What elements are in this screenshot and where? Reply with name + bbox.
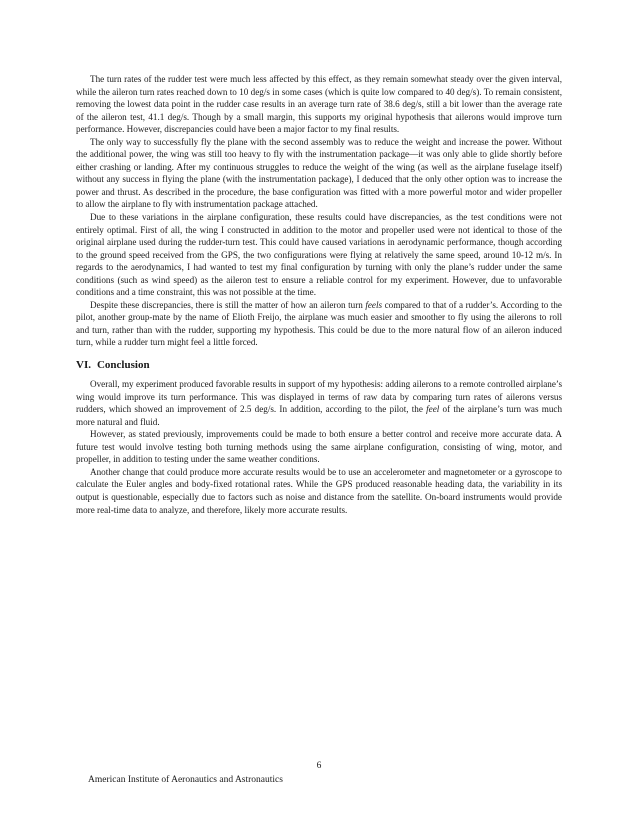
- paragraph: [76, 428, 562, 466]
- body-text: [76, 73, 562, 516]
- paragraph-text: of the airplane’s turn was much more natural and fluid.: [76, 404, 563, 427]
- paragraph: [76, 73, 562, 136]
- paragraph-text: The only way to successfully fly the plane with the second assembly was to reduce the weight and increase the power. Without the additional power, the wing was still too heavy to fly with the instrumentation package—it was only able to glide shortly before either crashing or landing. After my continuous struggles to reduce the weight of the wing (as well as the airplane fuselage itself) without any success in flying the plane (with the instrumentation package), I deduced that the only other option was to increase the power and thrust. As described in the procedure, the base configuration was fitted with a more powerful motor and wider propeller to allow the airplane to fly with instrumentation package attached.: [76, 136, 562, 210]
- paragraph-text: Despite these discrepancies, there is still the matter of how an aileron turn: [90, 299, 366, 310]
- page-number: 6: [316, 761, 322, 771]
- paragraph-text: Due to these variations in the airplane configuration, these results could have discrepancies, as the test conditions were not entirely optimal. First of all, the wing I constructed in addition to the motor and propeller used were not identical to those of the original airplane used during the rudder-turn test. This could have caused variations in aerodynamic performance, though according to the ground speed received from the GPS, the two configurations were flying at relatively the same speed, around 10-12 m/s. In regards to the aerodynamics, I had wanted to test my final configuration by turning with only the plane’s rudder under the same conditions (such as wind speed) as the aileron test to ensure a reliable control for my experiment. However, due to unfavorable conditions and a time constraint, this was not possible at the time.: [76, 212, 562, 298]
- section-heading: [76, 358, 562, 372]
- paragraph: [76, 378, 562, 428]
- paragraph: [76, 211, 562, 299]
- section-title: Conclusion: [96, 359, 150, 372]
- paragraph-text: The turn rates of the rudder test were much less affected by this effect, as they remain somewhat steady over the given interval, while the aileron turn rates reached down to 10 deg/s in some cases (which is quite low compared to 40 deg/s). To remain consistent, removing the lowest data point in the rudder case results in an average turn rate of 38.6 deg/s, still a bit lower than the average rate of the aileron test, 41.1 deg/s. Though by a small margin, this supports my original hypothesis that ailerons would improve turn performance. However, discrepancies could have been a major factor to my final results.: [76, 74, 562, 135]
- emphasis-text: feel: [426, 404, 440, 415]
- paragraph: [76, 466, 562, 516]
- discussion-paragraphs: [76, 73, 562, 349]
- paragraph-text: compared to that of a rudder’s. According to the pilot, another group-mate by the name of Elioth Freijo, the airplane was much easier and smoother to fly using the ailerons to roll and turn, rather than with the rudder, supporting my hypothesis. This could be due to the more natural flow of an aileron induced turn, while a rudder turn might feel a little forced.: [76, 299, 562, 348]
- paragraph-text: However, as stated previously, improvements could be made to both ensure a better control and receive more accurate data. A future test would involve testing both turning methods using the same airplane configuration, consisting of wing, motor, and propeller, in addition to testing under the same weather conditions.: [76, 429, 562, 465]
- paragraph-text: Overall, my experiment produced favorable results in support of my hypothesis: adding ailerons to a remote controlled airplane’s wing would improve its turn performance. This was displayed in terms of raw data by comparing turn rates of ailerons versus rudders, which showed an improvement of 2.5 deg/s. In addition, according to the pilot, the: [76, 379, 562, 415]
- section-number: VI.: [76, 359, 91, 372]
- paragraph: [76, 299, 562, 349]
- footer-text: American Institute of Aeronautics and Astronautics: [88, 775, 283, 785]
- paragraph-text: Another change that could produce more accurate results would be to use an accelerometer and magnetometer or a gyroscope to calculate the Euler angles and body-fixed rotational rates. While the GPS produced reasonable heading data, the variability in its output is questionable, especially due to factors such as noise and distance from the satellite. On-board instruments would provide more real-time data to analyze, and therefore, likely more accurate results.: [76, 466, 562, 515]
- emphasis-text: feels: [365, 299, 383, 310]
- paragraph: [76, 136, 562, 211]
- conclusion-paragraphs: [76, 378, 562, 516]
